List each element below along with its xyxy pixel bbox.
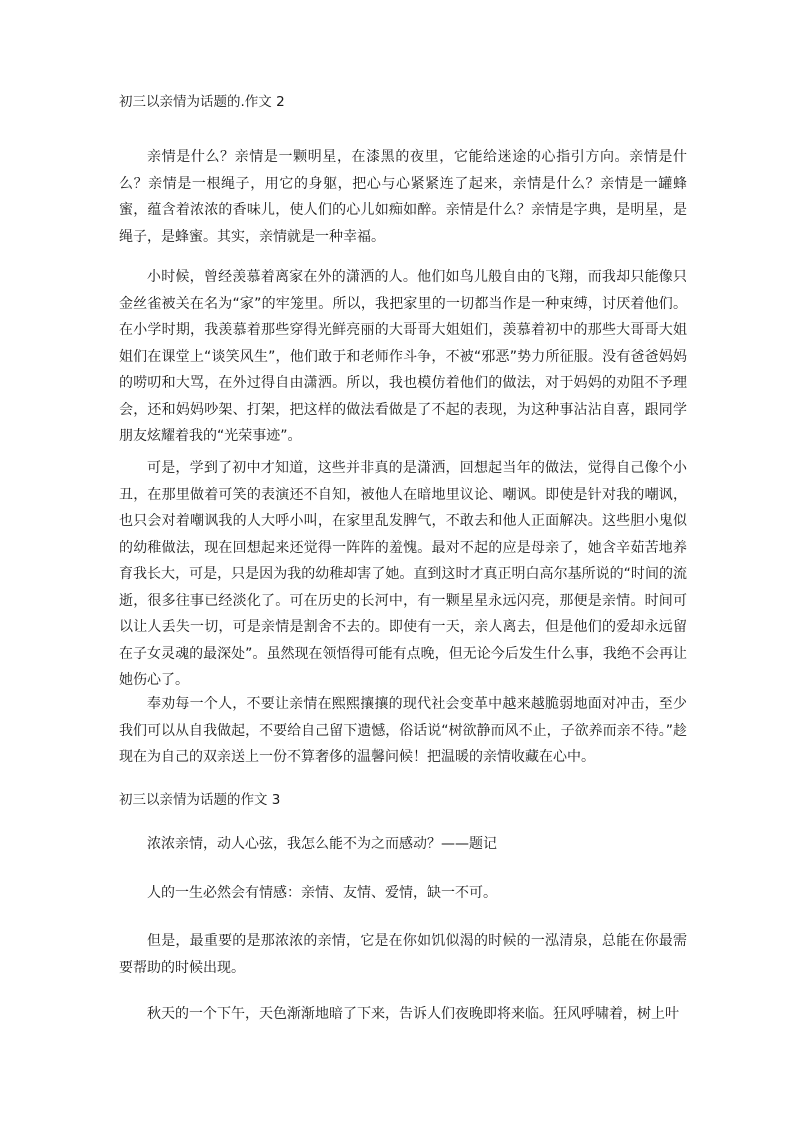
essay-3-line: 人的一生必然会有情感：亲情、友情、爱情，缺一不可。 — [147, 885, 497, 901]
essay-3-heading: 初三以亲情为话题的作文 3 — [119, 792, 281, 808]
essay-2-paragraph-4: 奉劝每一个人，不要让亲情在熙熙攘攘的现代社会变革中越来越脆弱地面对冲击，至少我们可以从自我做起，不要给自己留下遗憾，俗话说“树欲静而风不止，子欲养而亲不待。”趁现在为自己的双亲送上一份不算奢侈的温馨问候！把温暖的亲情收藏在心中。 — [119, 696, 687, 765]
essay-3-paragraph-1: 但是，最重要的是那浓浓的亲情，它是在你如饥似渴的时候的一泓清泉，总能在你最需要帮助的时候出现。 — [119, 933, 687, 976]
essay-2-paragraph-1: 亲情是什么？亲情是一颗明星，在漆黑的夜里，它能给迷途的心指引方向。亲情是什么？亲情是一根绳子，用它的身躯，把心与心紧紧连了起来，亲情是什么？亲情是一罐蜂蜜，蕴含着浓浓的香味儿，使人们的心儿如痴如醉。亲情是什么？亲情是字典，是明星，是绳子，是蜂蜜。其实，亲情就是一种幸福。 — [119, 149, 687, 245]
essay-2-paragraph-3: 可是，学到了初中才知道，这些并非真的是潇洒，回想起当年的做法，觉得自己像个小丑，在那里做着可笑的表演还不自知，被他人在暗地里议论、嘲讽。即使是针对我的嘲讽，也只会对着嘲讽我的人大呼小叫，在家里乱发脾气，不敢去和他人正面解决。这些胆小鬼似的幼稚做法，现在回想起来还觉得一阵阵的羞愧。最对不起的应是母亲了，她含辛茹苦地养育我长大，可是，只是因为我的幼稚却害了她。直到这时才真正明白高尔基所说的“时间的流逝，很多往事已经淡化了。可在历史的长河中，有一颗星星永远闪亮，那便是亲情。时间可以让人丢失一切，可是亲情是割舍不去的。即使有一天，亲人离去，但是他们的爱却永远留在子女灵魂的最深处”。虽然现在领悟得可能有点晚，但无论今后发生什么事，我绝不会再让她伤心了。 — [119, 460, 687, 688]
essay-3-epigraph: 浓浓亲情，动人心弦，我怎么能不为之而感动？——题记 — [147, 836, 497, 852]
essay-3-paragraph-2: 秋天的一个下午，天色渐渐地暗了下来，告诉人们夜晚即将来临。狂风呼啸着，树上叶 — [147, 1006, 679, 1022]
essay-2-heading: 初三以亲情为话题的.作文 2 — [119, 94, 285, 110]
essay-2-paragraph-2: 小时候，曾经羡慕着离家在外的潇洒的人。他们如鸟儿般自由的飞翔，而我却只能像只金丝雀被关在名为“家”的牢笼里。所以，我把家里的一切都当作是一种束缚，讨厌着他们。在小学时期，我羡慕着那些穿得光鲜亮丽的大哥哥大姐姐们，羡慕着初中的那些大哥哥大姐姐们在课堂上“谈笑风生”，他们敢于和老师作斗争，不被“邪恶”势力所征服。没有爸爸妈妈的唠叨和大骂，在外过得自由潇洒。所以，我也模仿着他们的做法，对于妈妈的劝阻不予理会，还和妈妈吵架、打架，把这样的做法看做是了不起的表现，为这种事沾沾自喜，跟同学朋友炫耀着我的“光荣事迹”。 — [119, 269, 687, 444]
